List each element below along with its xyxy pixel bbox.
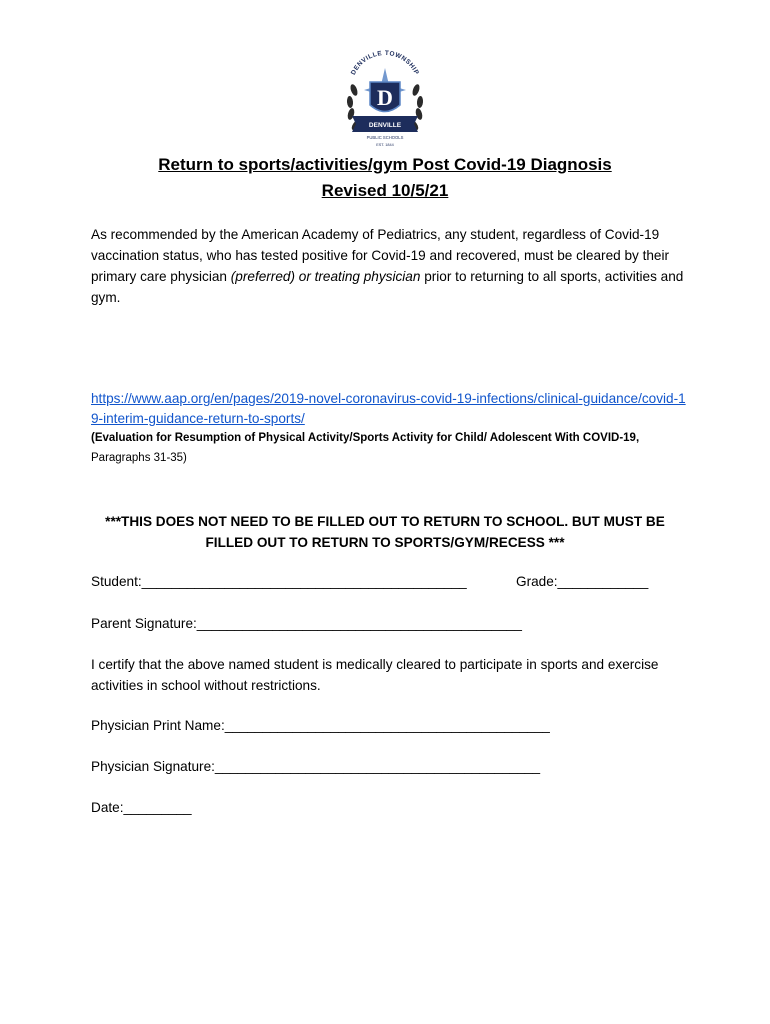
intro-text-part1: As recommended by the American Academy of Pediatrics, any student, regardless of Covid-19 vaccination status, who has tested positive for Covid-19 and recovered, must be cleared by their primary care physician (91, 227, 670, 284)
parent-signature-field[interactable]: Parent Signature:___________________________________________ (91, 616, 522, 631)
evaluation-paragraphs-text: Paragraphs 31-35) (91, 452, 187, 464)
grade-field[interactable]: Grade:____________ (516, 574, 649, 589)
physician-signature-field[interactable]: Physician Signature:___________________________________________ (91, 759, 541, 774)
intro-italic-text: (preferred) or treating physician (230, 269, 421, 284)
revised-date: Revised 10/5/21 (321, 181, 449, 200)
physician-print-name-field[interactable]: Physician Print Name:___________________________________________ (91, 718, 550, 733)
document-title: Return to sports/activities/gym Post Covid-19 Diagnosis (158, 155, 612, 174)
filling-requirement-notice: ***THIS DOES NOT NEED TO BE FILLED OUT TO RETURN TO SCHOOL. BUT MUST BE FILLED OUT TO RETURN TO SPORTS/GYM/RECESS *** (105, 514, 665, 550)
logo-sub-text: PUBLIC SCHOOLS (366, 135, 404, 140)
logo-letter: D (377, 85, 393, 110)
evaluation-reference (91, 428, 671, 468)
school-seal-icon (330, 50, 440, 150)
logo-banner-text: DENVILLE (368, 122, 402, 129)
student-name-field[interactable]: Student:___________________________________________ (91, 574, 467, 589)
aap-guidance-link[interactable]: https://www.aap.org/en/pages/2019-novel-coronavirus-covid-19-infections/clinical-guidance/covid-19-interim-guidance-return-to-sports/ (91, 391, 686, 426)
physician-certification-statement: I certify that the above named student is medically cleared to participate in sports and exercise activities in school without restrictions. (91, 657, 659, 693)
date-field[interactable]: Date:_________ (91, 800, 192, 815)
evaluation-bold-text: (Evaluation for Resumption of Physical Activity/Sports Activity for Child/ Adolescent With COVID-19, (91, 432, 640, 444)
intro-text-part2: prior to returning to all sports, activities and gym. (91, 269, 684, 305)
school-logo (330, 50, 440, 150)
intro-paragraph (91, 224, 691, 308)
logo-est-text: EST. 1844 (376, 143, 394, 147)
logo-arc-text: DENVILLE TOWNSHIP (349, 50, 421, 77)
